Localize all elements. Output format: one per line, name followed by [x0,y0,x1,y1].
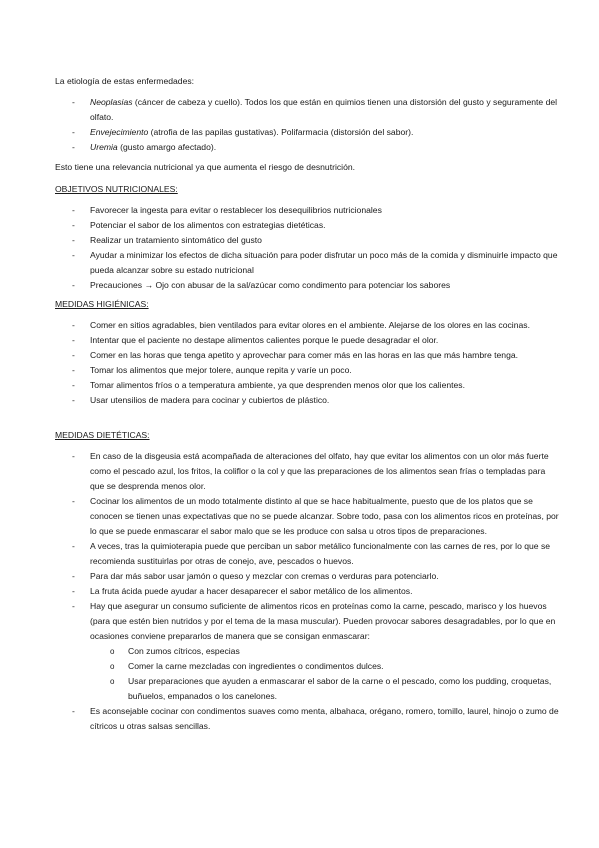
higienicas-list [0,318,560,408]
list-item: - Cocinar los alimentos de un modo totalmente distinto al que se hace habitualmente, puesto que de los platos que se conocen se tienen unas expectativas que no se puede alcanzar. Sobre todo, pasa con los alimentos ricos en proteínas, por lo que se puede enmascarar el sabor malo que se les produce con salsa u otros tipos de preparaciones. [0,494,560,539]
section-heading-objetivos: OBJETIVOS NUTRICIONALES: [55,184,178,194]
list-item: - Ayudar a minimizar los efectos de dicha situación para poder disfrutar un poco más de la comida y disminuirle impacto que pueda alcanzar sobre su estado nutricional [0,248,560,278]
list-item: - Favorecer la ingesta para evitar o restablecer los desequilibrios nutricionales [0,203,560,218]
intro-text: La etiología de estas enfermedades: [55,76,195,86]
section-heading-higienicas: MEDIDAS HIGIÉNICAS: [55,299,149,309]
list-item: - Potenciar el sabor de los alimentos con estrategias dietéticas. [0,218,560,233]
list-item: - En caso de la disgeusia está acompañada de alteraciones del olfato, hay que evitar los alimentos con un olor más fuerte como el pescado azul, los fritos, la coliflor o la col y que las preparaciones de los alimentos sean frías o templadas para que se desprenda menos olor. [0,449,560,494]
list-item: - Comer en las horas que tenga apetito y aprovechar para comer más en las horas en las que más hambre tenga. [0,348,560,363]
etiology-list [0,95,560,155]
list-item: - La fruta ácida puede ayudar a hacer desaparecer el sabor metálico de los alimentos. [0,584,560,599]
term: Neoplasias [90,97,133,107]
term: Envejecimiento [90,127,149,137]
list-item: - Hay que asegurar un consumo suficiente de alimentos ricos en proteínas como la carne, pescado, marisco y los huevos (para que estén bien nutridos y por el tema de la masa muscular). Pueden provocar sabores desagradables, por lo que en ocasiones conviene prepararlos de manera que se consigan enmascarar: o Con zumos cítricos, especias o Comer la carne mezcladas con ingredientes o condimentos dulces. o Usar preparaciones que ayuden a enmascarar el sabor de la carne o el pescado, como los pudding, croquetas, buñuelos, empanados o los canelones. [0,599,560,704]
sub-list-item: o Usar preparaciones que ayuden a enmascarar el sabor de la carne o el pescado, como los pudding, croquetas, buñuelos, empanados o los canelones. [90,674,560,704]
list-item: - Envejecimiento (atrofia de las papilas gustativas). Polifarmacia (distorsión del sabor). [0,125,560,140]
objetivos-list [0,203,560,293]
relevance-text: Esto tiene una relevancia nutricional ya que aumenta el riesgo de desnutrición. [55,162,356,172]
list-item: - Comer en sitios agradables, bien ventilados para evitar olores en el ambiente. Alejarse de los olores en las cocinas. [0,318,560,333]
list-item: - A veces, tras la quimioterapia puede que perciban un sabor metálico funcionalmente con las carnes de res, por lo que se recomienda sustituirlas por otras de conejo, ave, pescados o huevos. [0,539,560,569]
sub-list [90,644,560,704]
dieteticas-list [0,449,560,734]
list-item: - Tomar alimentos fríos o a temperatura ambiente, ya que desprenden menos olor que los calientes. [0,378,560,393]
list-item: - Para dar más sabor usar jamón o queso y mezclar con cremas o verduras para potenciarlo. [0,569,560,584]
list-item: - Tomar los alimentos que mejor tolere, aunque repita y varíe un poco. [0,363,560,378]
term: Uremia [90,142,118,152]
list-item: - Neoplasias (cáncer de cabeza y cuello). Todos los que están en quimios tienen una distorsión del gusto y seguramente del olfato. [0,95,560,125]
sub-list-item: o Comer la carne mezcladas con ingredientes o condimentos dulces. [90,659,560,674]
section-heading-dieteticas: MEDIDAS DIETÉTICAS: [55,430,150,440]
list-item: - Uremia (gusto amargo afectado). [0,140,560,155]
list-item: - Precauciones → Ojo con abusar de la sal/azúcar como condimento para potenciar los sabores [0,278,560,293]
list-item: - Realizar un tratamiento sintomático del gusto [0,233,560,248]
list-item: - Es aconsejable cocinar con condimentos suaves como menta, albahaca, orégano, romero, tomillo, laurel, hinojo o zumo de cítricos u otras salsas sencillas. [0,704,560,734]
list-item: - Intentar que el paciente no destape alimentos calientes porque le puede desagradar el olor. [0,333,560,348]
sub-list-item: o Con zumos cítricos, especias [90,644,560,659]
list-item: - Usar utensilios de madera para cocinar y cubiertos de plástico. [0,393,560,408]
